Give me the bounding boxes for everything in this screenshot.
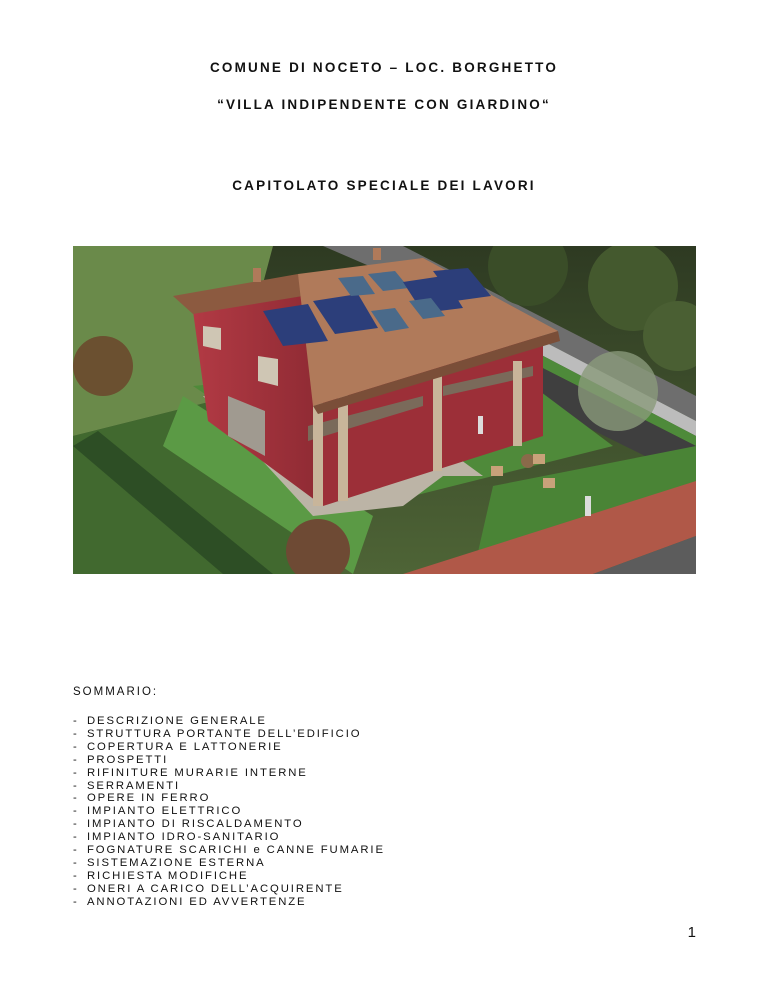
summary-item: - FOGNATURE SCARICHI e CANNE FUMARIE: [73, 844, 385, 857]
document-heading: CAPITOLATO SPECIALE DEI LAVORI: [232, 178, 536, 193]
summary-item: - IMPIANTO DI RISCALDAMENTO: [73, 818, 304, 831]
summary-item: - IMPIANTO ELETTRICO: [73, 805, 243, 818]
summary-item: - ONERI A CARICO DELL’ACQUIRENTE: [73, 882, 344, 895]
document-title: COMUNE DI NOCETO – LOC. BORGHETTO: [209, 60, 559, 75]
summary-item: - ANNOTAZIONI ED AVVERTENZE: [73, 895, 307, 908]
summary-item: - SISTEMAZIONE ESTERNA: [73, 856, 266, 869]
summary-item: - COPERTURA E LATTONERIE: [73, 740, 283, 753]
summary-list: [73, 715, 385, 909]
summary-title: SOMMARIO:: [73, 686, 159, 698]
summary-item: - STRUTTURA PORTANTE DELL’EDIFICIO: [73, 727, 362, 740]
page-number: 1: [687, 924, 696, 941]
summary-item: - RIFINITURE MURARIE INTERNE: [73, 766, 308, 779]
summary-item: - DESCRIZIONE GENERALE: [73, 715, 267, 727]
summary-item: - PROSPETTI: [73, 753, 169, 766]
summary-item: - OPERE IN FERRO: [73, 792, 211, 805]
summary-item: - SERRAMENTI: [73, 779, 181, 792]
document-subtitle: “VILLA INDIPENDENTE CON GIARDINO“: [217, 97, 551, 112]
summary-item: - RICHIESTA MODIFICHE: [73, 869, 249, 882]
villa-render-image: [73, 246, 696, 574]
summary-item: - IMPIANTO IDRO-SANITARIO: [73, 831, 281, 844]
